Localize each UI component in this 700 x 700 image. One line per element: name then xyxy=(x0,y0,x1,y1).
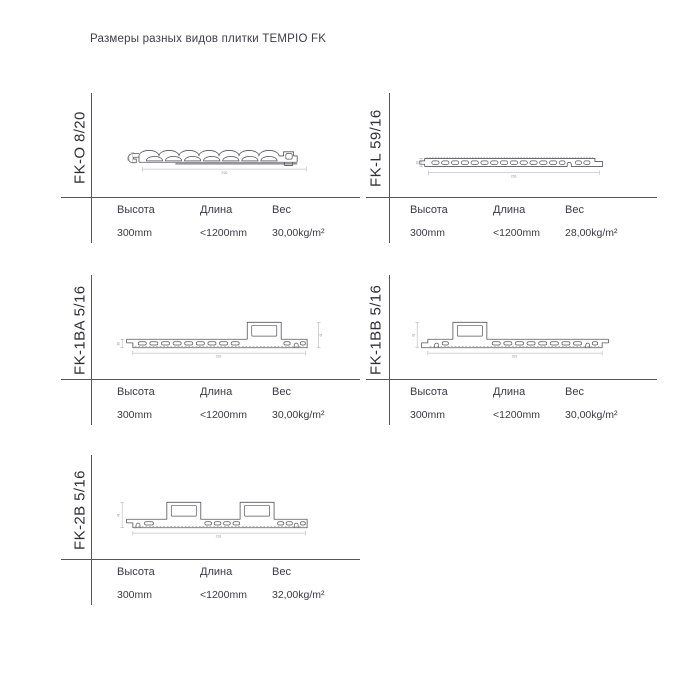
section-divider-vertical xyxy=(91,93,92,243)
section-divider-vertical xyxy=(389,275,390,425)
dim-width-label: 291 xyxy=(215,534,222,539)
section-fk-1bb-5-16 xyxy=(362,272,658,434)
weight-value: 32,00kg/m² xyxy=(272,589,325,601)
length-value: <1200mm xyxy=(493,409,540,421)
dim-height-right-label: 41 xyxy=(319,333,324,338)
section-divider-horizontal xyxy=(366,197,657,198)
col-header-weight: Вес xyxy=(272,204,291,216)
col-header-height: Высота xyxy=(117,566,155,578)
profile-drawing-fk-2b xyxy=(115,492,325,539)
dim-width-label: 292 xyxy=(221,171,228,176)
section-divider-horizontal xyxy=(366,379,657,380)
height-value: 300mm xyxy=(117,227,153,239)
dim-width-label: 291 xyxy=(511,354,518,359)
dim-height-label: 41 xyxy=(116,513,121,518)
dim-width-label: 291 xyxy=(510,174,517,179)
section-fk-o-8-20 xyxy=(55,90,360,252)
profile-drawing-fk-l xyxy=(414,144,619,180)
dim-width-label: 291 xyxy=(215,354,222,359)
profile-type-label: FK-1BA 5/16 xyxy=(71,285,89,375)
page-title: Размеры разных видов плитки TEMPIO FK xyxy=(90,33,327,45)
col-header-length: Длина xyxy=(493,204,526,216)
dim-height-left-label: 16 xyxy=(116,341,121,346)
spec-table xyxy=(410,204,660,239)
section-fk-l-59-16 xyxy=(362,90,658,252)
section-fk-2b-5-16 xyxy=(55,452,360,614)
dim-height-label: 16 xyxy=(415,160,420,165)
length-value: <1200mm xyxy=(200,589,247,601)
profile-drawing-fk-o xyxy=(119,139,319,181)
section-divider-horizontal xyxy=(61,379,360,380)
col-header-weight: Вес xyxy=(565,386,584,398)
col-header-height: Высота xyxy=(410,386,448,398)
weight-value: 30,00kg/m² xyxy=(272,227,325,239)
section-divider-vertical xyxy=(389,93,390,243)
col-header-height: Высота xyxy=(117,386,155,398)
col-header-height: Высота xyxy=(117,204,155,216)
section-fk-1ba-5-16 xyxy=(55,272,360,434)
col-header-length: Длина xyxy=(200,204,233,216)
length-value: <1200mm xyxy=(200,409,247,421)
profile-type-label: FK-1BB 5/16 xyxy=(367,284,385,376)
dim-height-label: 20 xyxy=(126,156,131,161)
weight-value: 30,00kg/m² xyxy=(272,409,325,421)
section-divider-vertical xyxy=(91,455,92,605)
profile-type-label: FK-L 59/16 xyxy=(367,109,385,187)
height-value: 300mm xyxy=(410,227,446,239)
spec-table xyxy=(117,566,367,601)
spec-table xyxy=(117,204,367,239)
col-header-length: Длина xyxy=(200,566,233,578)
profile-drawing-fk-1bb xyxy=(410,312,620,359)
profile-type-label: FK-O 8/20 xyxy=(71,111,89,185)
section-divider-horizontal xyxy=(61,197,360,198)
height-value: 300mm xyxy=(117,589,153,601)
dim-height-label: 41 xyxy=(411,333,416,338)
length-value: <1200mm xyxy=(200,227,247,239)
col-header-length: Длина xyxy=(493,386,526,398)
col-header-length: Длина xyxy=(200,386,233,398)
spec-table xyxy=(117,386,367,421)
profile-type-label: FK-2B 5/16 xyxy=(71,470,89,550)
section-divider-horizontal xyxy=(61,559,360,560)
height-value: 300mm xyxy=(410,409,446,421)
section-divider-vertical xyxy=(91,275,92,425)
col-header-weight: Вес xyxy=(565,204,584,216)
height-value: 300mm xyxy=(117,409,153,421)
spec-table xyxy=(410,386,660,421)
weight-value: 30,00kg/m² xyxy=(565,409,618,421)
col-header-weight: Вес xyxy=(272,386,291,398)
col-header-weight: Вес xyxy=(272,566,291,578)
weight-value: 28,00kg/m² xyxy=(565,227,618,239)
length-value: <1200mm xyxy=(493,227,540,239)
col-header-height: Высота xyxy=(410,204,448,216)
profile-drawing-fk-1ba xyxy=(115,312,325,359)
